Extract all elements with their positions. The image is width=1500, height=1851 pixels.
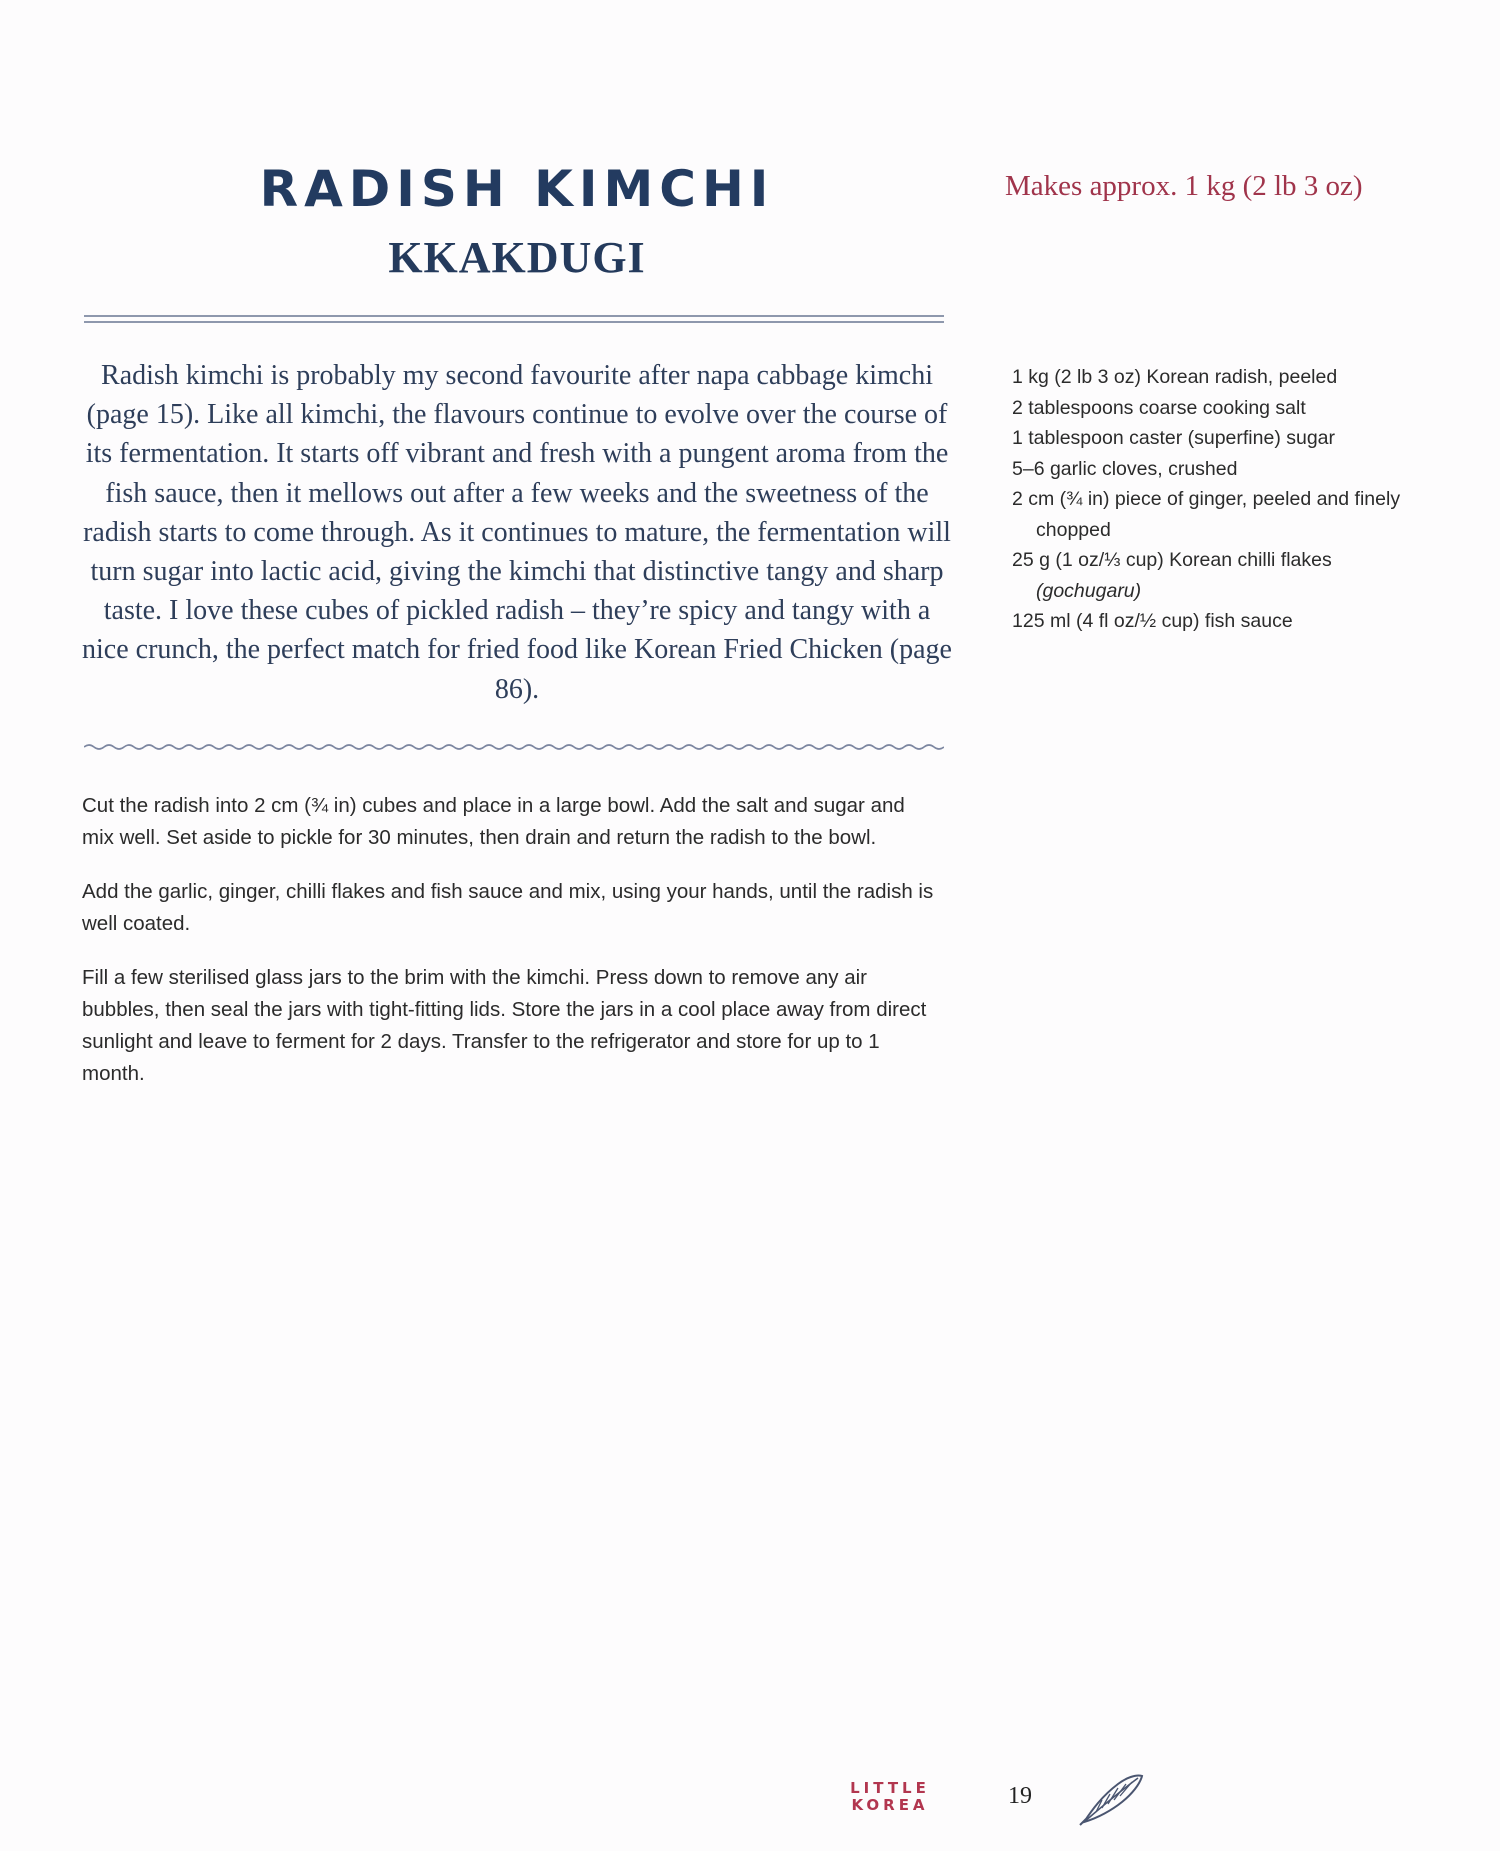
brand-line-2: KOREA: [851, 1796, 929, 1814]
method-step: Fill a few sterilised glass jars to the brim with the kimchi. Press down to remove any air bubbles, then seal the jars with tight-fitting lids. Store the jars in a cool place away from direct sunlight and leave to ferment for 2 days. Transfer to the refrigerator and store for up to 1 month.: [82, 966, 927, 1085]
ingredient-item: 1 kg (2 lb 3 oz) Korean radish, peeled: [1012, 366, 1338, 388]
intro-paragraph: Radish kimchi is probably my second favourite after napa cabbage kimchi (page 15). Like all kimchi, the flavours continue to evolve over the course of its fermentation. It starts off vibrant and fresh with a pungent aroma from the fish sauce, then it mellows out after a few weeks and the sweetness of the radish starts to come through. As it continues to mature, the fermentation will turn sugar into lactic acid, giving the kimchi that distinctive tangy and sharp taste. I love these cubes of pickled radish – they’re spicy and tangy with a nice crunch, the perfect match for fried food like Korean Fried Chicken (page 86).: [82, 360, 952, 705]
ingredient-item: 1 tablespoon caster (superfine) sugar: [1012, 427, 1336, 449]
wavy-divider: [84, 740, 944, 754]
ingredient-italic-note: (gochugaru): [1036, 579, 1142, 602]
ingredient-item: 2 cm (¾ in) piece of ginger, peeled and finely chopped: [1012, 488, 1401, 541]
ingredient-item: 125 ml (4 fl oz/½ cup) fish sauce: [1012, 610, 1293, 632]
ingredient-item: 5–6 garlic cloves, crushed: [1012, 457, 1238, 480]
brand-line-1: LITTLE: [850, 1779, 930, 1797]
feather-icon: [1078, 1770, 1146, 1826]
ingredient-item: 2 tablespoons coarse cooking salt: [1012, 396, 1306, 419]
recipe-subtitle: KKAKDUGI: [388, 233, 646, 282]
page-number: 19: [1008, 1783, 1032, 1809]
yield-text: Makes approx. 1 kg (2 lb 3 oz): [1005, 170, 1363, 202]
method-step: Add the garlic, ginger, chilli flakes and fish sauce and mix, using your hands, until the radish is well coated.: [82, 880, 934, 935]
double-rule-divider: [84, 315, 944, 323]
ingredient-text: 25 g (1 oz/⅓ cup) Korean chilli flakes: [1012, 549, 1332, 571]
book-brand: [830, 1780, 950, 1814]
ingredient-item: [1012, 545, 1412, 606]
method-section: [82, 790, 942, 1112]
method-step: Cut the radish into 2 cm (¾ in) cubes and place in a large bowl. Add the salt and sugar and mix well. Set aside to pickle for 30 minutes, then drain and return the radish to the bowl.: [82, 794, 905, 849]
ingredients-list: [1012, 362, 1412, 637]
recipe-title: RADISH KIMCHI: [259, 160, 775, 218]
